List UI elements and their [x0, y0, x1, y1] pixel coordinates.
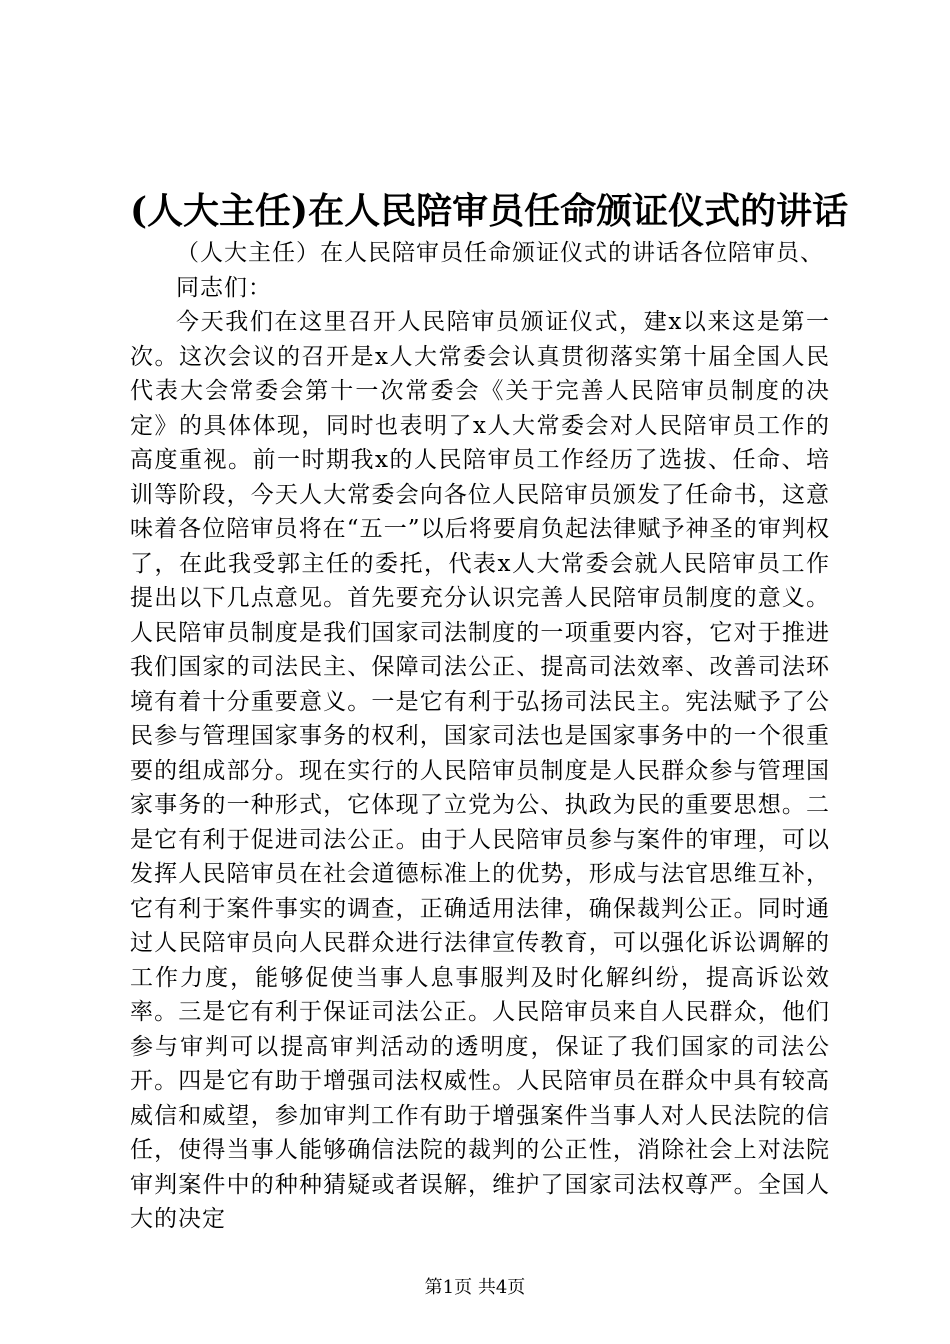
paragraph-intro: （人大主任）在人民陪审员任命颁证仪式的讲话各位陪审员、: [176, 240, 824, 266]
document-body: [130, 236, 830, 1237]
document-title: (人大主任)在人民陪审员任命颁证仪式的讲话: [130, 190, 849, 232]
paragraph-salutation: 同志们：: [176, 274, 272, 301]
paragraph-main: 今天我们在这里召开人民陪审员颁证仪式，建x以来这是第一次。这次会议的召开是x人大常委会认真贯彻落实第十届全国人民代表大会常委会第十一次常委会《关于完善人民陪审员制度的决定》的具体体现，同时也表明了x人大常委会对人民陪审员工作的高度重视。前一时期我x的人民陪审员工作经历了选拔、任命、培训等阶段，今天人大常委会向各位人民陪审员颁发了任命书，这意味着各位陪审员将在“五一”以后将要肩负起法律赋予神圣的审判权了，在此我受郭主任的委托，代表x人大常委会就人民陪审员工作提出以下几点意见。首先要充分认识完善人民陪审员制度的意义。人民陪审员制度是我们国家司法制度的一项重要内容，它对于推进我们国家的司法民主、保障司法公正、提高司法效率、改善司法环境有着十分重要意义。一是它有利于弘扬司法民主。宪法赋予了公民参与管理国家事务的权利，国家司法也是国家事务中的一个很重要的组成部分。现在实行的人民陪审员制度是人民群众参与管理国家事务的一种形式，它体现了立党为公、执政为民的重要思想。二是它有利于促进司法公正。由于人民陪审员参与案件的审理，可以发挥人民陪审员在社会道德标准上的优势，形成与法官思维互补，它有利于案件事实的调查，正确适用法律，确保裁判公正。同时通过人民陪审员向人民群众进行法律宣传教育，可以强化诉讼调解的工作力度，能够促使当事人息事服判及时化解纠纷，提高诉讼效率。三是它有利于保证司法公正。人民陪审员来自人民群众，他们参与审判可以提高审判活动的透明度，保证了我们国家的司法公开。四是它有助于增强司法权威性。人民陪审员在群众中具有较高威信和威望，参加审判工作有助于增强案件当事人对人民法院的信任，使得当事人能够确信法院的裁判的公正性，消除社会上对法院审判案件中的种种猜疑或者误解，维护了国家司法权尊严。全国人大的决定: [130, 309, 830, 1232]
page-footer: 第1页 共4页: [424, 1277, 526, 1298]
